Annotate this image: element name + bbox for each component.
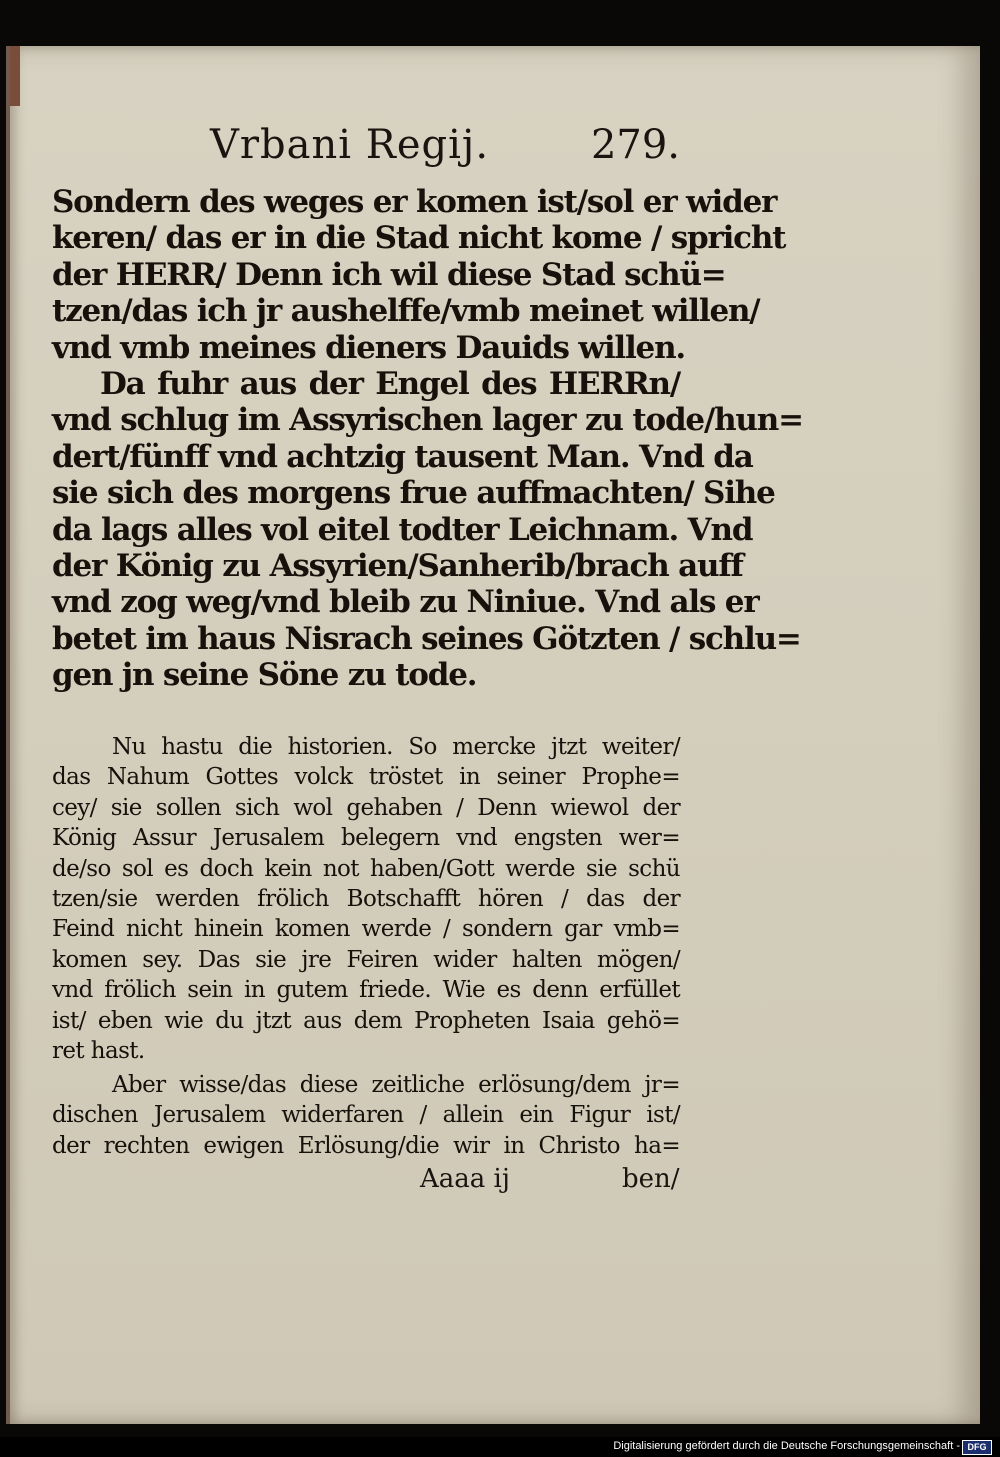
text-line: vnd schlug im Assyrischen lager zu tode/hun= <box>52 402 803 439</box>
text-line: vnd zog weg/vnd bleib zu Niniue. Vnd als er <box>52 584 759 621</box>
main-text-block <box>52 184 803 694</box>
text-line: komen sey. Das sie jre Feiren wider halten mögen/ <box>52 946 680 973</box>
page-number: 279. <box>590 122 680 168</box>
text-line: Aber wisse/das diese zeitliche erlösung/dem jr= <box>112 1072 680 1098</box>
text-line: Da fuhr aus der Engel des HERRn/ <box>100 365 680 402</box>
text-line: cey/ sie sollen sich wol gehaben / Denn wiewol der <box>52 794 680 821</box>
text-line: sie sich des morgens frue auffmachten/ Sihe <box>52 475 775 512</box>
text-line: vnd frölich sein in gutem friede. Wie es denn erfüllet <box>52 977 680 1004</box>
running-header <box>210 122 680 182</box>
text-line: Nu hastu die historien. So mercke jtzt weiter/ <box>112 734 680 760</box>
signature-mark: Aaaa ij <box>420 1164 510 1194</box>
funding-credit: Digitalisierung gefördert durch die Deutsche Forschungsgemeinschaft - <box>613 1440 960 1452</box>
commentary-text-block <box>52 732 680 1066</box>
text-line: dischen Jerusalem widerfaren / allein ein Figur ist/ <box>52 1102 680 1129</box>
catchword: ben/ <box>622 1164 680 1194</box>
text-line: König Assur Jerusalem belegern vnd engsten wer= <box>52 825 680 852</box>
text-line: das Nahum Gottes volck tröstet in seiner Prophe= <box>52 764 680 791</box>
text-line: tzen/sie werden frölich Botschafft hören / das der <box>52 885 680 912</box>
text-line: gen jn seine Söne zu tode. <box>52 657 477 694</box>
footer-bar <box>0 1437 1000 1457</box>
text-line: keren/ das er in die Stad nicht kome / spricht <box>52 220 786 257</box>
commentary-text-block-2 <box>52 1070 680 1161</box>
text-line: Feind nicht hinein komen werde / sondern gar vmb= <box>52 916 680 943</box>
text-line: tzen/das ich jr aushelffe/vmb meinet willen/ <box>52 293 760 330</box>
text-line: betet im haus Nisrach seines Götzten / schlu= <box>52 620 801 657</box>
text-line: ret hast. <box>52 1037 145 1064</box>
text-line: ist/ eben wie du jtzt aus dem Propheten Isaia gehö= <box>52 1007 680 1034</box>
text-line: vnd vmb meines dieners Dauids willen. <box>52 329 685 366</box>
page-edge-mark <box>10 46 20 106</box>
text-line: der König zu Assyrien/Sanherib/brach auff <box>52 547 743 584</box>
text-line: dert/fünff vnd achtzig tausent Man. Vnd da <box>52 438 753 475</box>
text-line: der HERR/ Denn ich wil diese Stad schü= <box>52 256 726 293</box>
dfg-logo-icon: DFG <box>962 1440 992 1455</box>
text-line: der rechten ewigen Erlösung/die wir in Christo ha= <box>52 1132 680 1159</box>
text-line: Sondern des weges er komen ist/sol er wider <box>52 184 777 220</box>
running-title: Vrbani Regij. <box>210 122 490 168</box>
text-line: de/so sol es doch kein not haben/Gott werde sie schü <box>52 855 680 882</box>
text-line: da lags alles vol eitel todter Leichnam. Vnd <box>52 511 753 548</box>
